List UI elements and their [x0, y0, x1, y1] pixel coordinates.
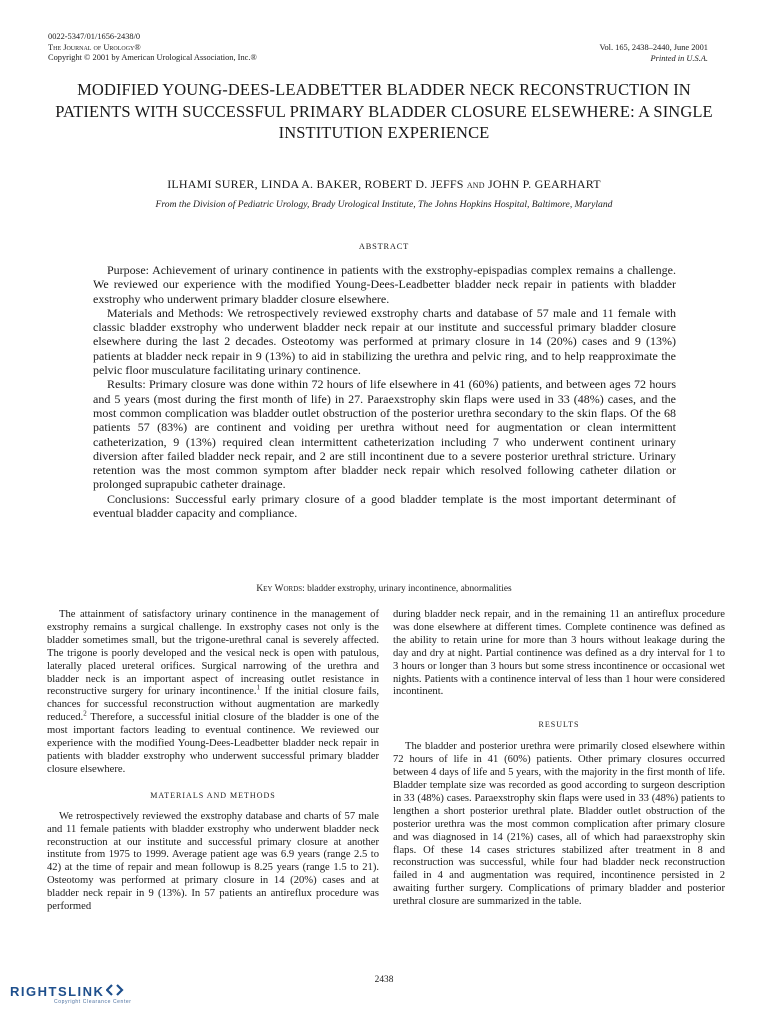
citation-2[interactable]: 2	[83, 709, 87, 718]
journal-name: The Journal of Urology®	[48, 42, 141, 52]
author-names: ILHAMI SURER, LINDA A. BAKER, ROBERT D. JEFFS	[167, 177, 464, 191]
abstract-heading: ABSTRACT	[358, 242, 410, 251]
keywords	[40, 584, 728, 594]
keywords-text: bladder exstrophy, urinary incontinence, abnormalities	[307, 584, 512, 594]
body-column-left	[47, 609, 379, 914]
results-heading: RESULTS	[538, 720, 580, 730]
affiliation: From the Division of Pediatric Urology, Brady Urological Institute, The Johns Hopkins Hospital, Baltimore, Maryland	[155, 199, 613, 210]
abstract-conclusions: Conclusions: Successful early primary closure of a good bladder template is the most important determinant of eventual bladder capacity and compliance.	[93, 491, 676, 521]
body-column-right	[393, 609, 725, 909]
abstract-results: Results: Primary closure was done within 72 hours of life elsewhere in 41 (60%) patients, and between ages 72 hours and 5 years (most during the first month of life) in 27. Paraexstrophy skin flaps were used in 33 (48%) cases, and the most common complication was bladder outlet obstruction of the posterior urethra secondary to the skin flaps. Of the 68 patients 57 (83%) are continent and voiding per urethra without need for augmentation or clean intermittent catheterization, 9 (13%) required clean intermittent catheterization including 7 who underwent continent urinary diversion after failed bladder neck repair, and 2 are still incontinent due to a severe posterior urethral stricture. Urinary retention was the most common symptom after bladder neck repair which resolved following catheter dilation or prolonged suprapubic catheter drainage.	[93, 377, 676, 492]
rightslink-logo[interactable]	[10, 983, 132, 1005]
methods-continued: during bladder neck repair, and in the remaining 11 an antireflux procedure was done elsewhere at different times. Complete continence was defined as the ability to retain urine for more than 3 hours without leakage during the day and dry at night. Partial continence was defined as a dry interval for 1 to 3 hours or longer than 3 hours but some stress incontinence or occasional wet nights. Patients with a continence interval of less than 1 hour were considered incontinent.	[393, 609, 725, 698]
methods-heading: MATERIALS AND METHODS	[150, 790, 276, 800]
results-paragraph: The bladder and posterior urethra were primarily closed elsewhere within 72 hours of life in 41 (60%) patients. Other primary closures occurred between 4 days of life and 5 years, with the majority in the first month of life. Bladder template size was recorded as good according to surgeon description in 33 (48%) cases. Paraexstrophy skin flaps were used in 33 (48%) patients to lengthen a short posterior urethral plate. Bladder outlet obstruction of the posterior urethra was the most common complication after primary closure and was diagnosed in 14 (21%) cases, all of which had paraexstrophy skin flaps. Of these 14 cases strictures stabilized after treatment in 8 and reconstruction was successful, while four had bladder neck reconstruction failed in 4 and augmentation was required, incontinence persisted in 2 awaiting further surgery. Complications of primary bladder and posterior urethral closure are summarized in the table.	[393, 741, 725, 908]
author-last: JOHN P. GEARHART	[487, 177, 601, 191]
citation-1[interactable]: 1	[256, 683, 261, 692]
intro-paragraph	[47, 609, 379, 777]
page-number: 2438	[374, 975, 394, 985]
intro-text-a: The attainment of satisfactory urinary continence in the management of exstrophy remains a surgical challenge. In exstrophy cases not only is the bladder sometimes small, but the trigone-urethral canal is severely affected. The trigone is poorly developed and the vesical neck is open with patulous, laterally placed ureteral orifices. Surgical narrowing of the urethra and bladder neck is an important aspect of increasing outlet resistance in reconstructive surgery for urinary incontinence.	[47, 609, 379, 698]
methods-paragraph: We retrospectively reviewed the exstrophy database and charts of 57 male and 11 female patients with bladder exstrophy who underwent bladder neck reconstruction at our institute and successful primary closure at another institute from 1975 to 1999. Average patient age was 6.9 years (range 2.5 to 42) at the time of repair and mean followup is 8.25 years (range 1.5 to 21). Osteotomy was performed at primary closure in 14 (20%) cases and at bladder neck repair in 9 (13%). In 57 patients an antireflux procedure was performed	[47, 810, 379, 913]
article-title: MODIFIED YOUNG-DEES-LEADBETTER BLADDER NECK RECONSTRUCTION IN PATIENTS WITH SUCCESSFUL PRIMARY BLADDER CLOSURE ELSEWHERE: A SINGLE INSTITUTION EXPERIENCE	[55, 80, 713, 142]
author-list	[40, 177, 728, 192]
rightslink-brand: RIGHTSLINK	[10, 984, 105, 999]
intro-text-c: Therefore, a successful initial closure of the bladder is one of the most important factors leading to eventual continence. We reviewed our experience with the modified Young-Dees-Leadbetter bladder neck repair in patients with bladder exstrophy who underwent successful primary bladder closure elsewhere.	[47, 712, 379, 775]
volume-info: Vol. 165, 2438–2440, June 2001	[599, 43, 708, 52]
abstract-purpose: Purpose: Achievement of urinary continence in patients with the exstrophy-epispadias complex remains a challenge. We reviewed our experience with the modified Young-Dees-Leadbetter bladder neck repair in patients with bladder exstrophy who underwent primary bladder closure elsewhere.	[93, 263, 676, 306]
keywords-label: Key Words:	[256, 584, 305, 594]
copyright-line: Copyright © 2001 by American Urological Association, Inc.®	[48, 53, 257, 63]
header-left	[48, 32, 257, 64]
intro-text-b: If the initial closure fails, chances for successful reconstruction without augmentation are markedly reduced.	[47, 686, 379, 724]
author-and: and	[466, 177, 485, 191]
abstract	[93, 263, 676, 520]
rightslink-mark-icon	[106, 983, 124, 1000]
printed-in: Printed in U.S.A.	[650, 53, 708, 63]
article-code: 0022-5347/01/1656-2438/0	[48, 32, 141, 41]
abstract-methods: Materials and Methods: We retrospectively reviewed exstrophy charts and database of 57 male and 11 female with classic bladder exstrophy who underwent bladder neck repair at our institute and successful primary bladder closure elsewhere during the last 2 decades. Osteotomy was performed at primary closure in 14 (20%) cases and 9 (13%) patients at bladder neck repair in 9 (13%) to aid in stabilizing the urethra and pelvic ring, and to help reapproximate the pelvic floor musculature facilitating urinary continence.	[93, 305, 676, 378]
rightslink-tagline: Copyright Clearance Center	[54, 999, 132, 1005]
header-right	[600, 43, 709, 64]
